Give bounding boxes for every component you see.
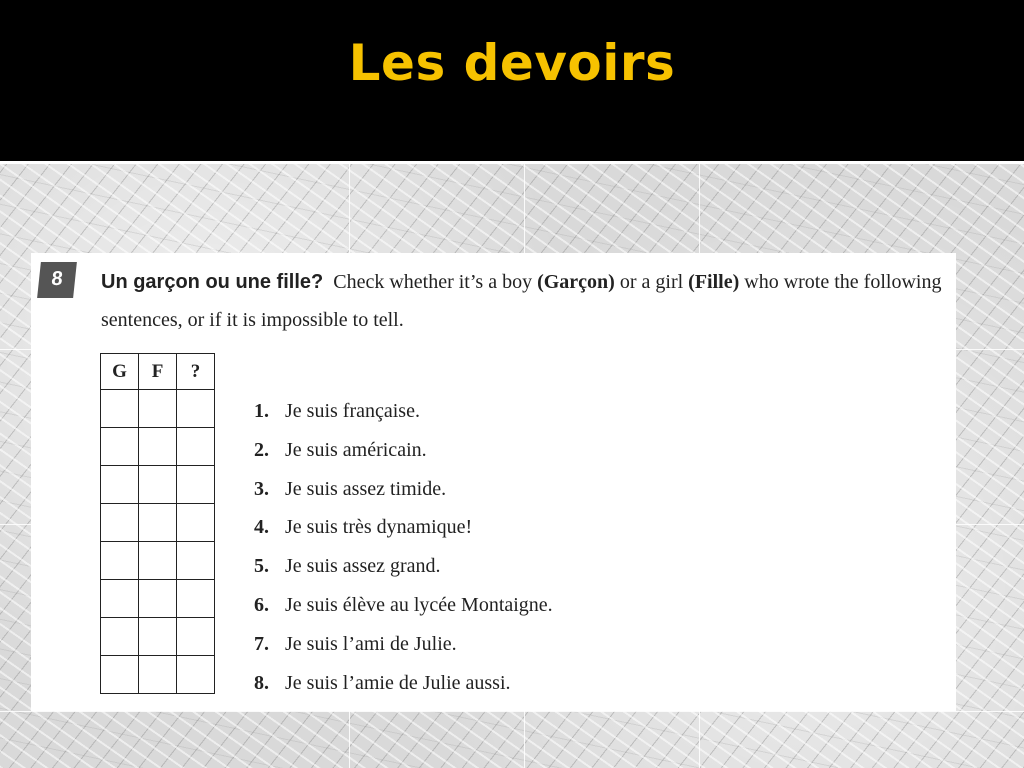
sentence-item [254,431,553,470]
column-header-unknown: ? [177,354,215,390]
column-header-fille: F [139,354,177,390]
exercise-instructions [101,263,951,339]
answer-cell-garcon[interactable] [101,542,139,580]
sentence-item [254,470,553,509]
slide-header [0,0,1024,160]
sentence-number: 2. [254,438,269,461]
answer-cell-garcon[interactable] [101,618,139,656]
sentence-text: Je suis l’ami de Julie. [285,632,457,655]
answer-cell-garcon[interactable] [101,390,139,428]
answer-cell-unknown[interactable] [177,618,215,656]
answer-row [101,656,215,694]
sentence-number: 8. [254,671,269,694]
answer-cell-garcon[interactable] [101,466,139,504]
answer-cell-unknown[interactable] [177,390,215,428]
exercise-panel [31,253,956,711]
answer-cell-fille[interactable] [139,542,177,580]
answer-cell-garcon[interactable] [101,580,139,618]
sentence-text: Je suis très dynamique! [285,516,473,539]
answer-row [101,542,215,580]
answer-cell-unknown[interactable] [177,466,215,504]
answer-row [101,580,215,618]
answer-cell-unknown[interactable] [177,656,215,694]
answer-cell-garcon[interactable] [101,504,139,542]
answer-cell-fille[interactable] [139,618,177,656]
sentence-item [254,664,553,703]
slide-title: Les devoirs [348,34,676,92]
sentence-number: 3. [254,477,269,500]
sentence-number: 4. [254,516,269,539]
answer-cell-fille[interactable] [139,466,177,504]
answer-cell-unknown[interactable] [177,580,215,618]
tile-seam [0,711,1024,712]
sentence-item [254,392,553,431]
sentence-item [254,586,553,625]
sentence-number: 5. [254,555,269,578]
sentence-item [254,547,553,586]
answer-cell-unknown[interactable] [177,504,215,542]
sentence-item [254,508,553,547]
answer-cell-fille[interactable] [139,390,177,428]
exercise-number-badge: 8 [37,262,77,298]
sentence-text: Je suis assez timide. [285,477,447,500]
instruction-text: Check whether it’s a boy [333,271,538,293]
answer-row [101,504,215,542]
answer-cell-fille[interactable] [139,504,177,542]
sentence-text: Je suis élève au lycée Montaigne. [285,593,553,616]
answer-cell-fille[interactable] [139,580,177,618]
answer-row [101,618,215,656]
instruction-text: who wrote the following sentences, or if it is impossible to tell. [101,271,942,331]
exercise-heading: Un garçon ou une fille? [101,271,324,293]
sentence-text: Je suis française. [285,400,420,422]
answer-cell-fille[interactable] [139,428,177,466]
sentence-list [254,392,553,702]
sentence-number: 6. [254,593,269,616]
answer-cell-unknown[interactable] [177,428,215,466]
answer-row [101,428,215,466]
answer-grid-header [101,354,215,390]
answer-row [101,466,215,504]
sentence-number: 7. [254,632,269,655]
sentence-number: 1. [254,400,269,422]
answer-cell-garcon[interactable] [101,428,139,466]
sentence-text: Je suis l’amie de Julie aussi. [285,671,511,694]
answer-cell-fille[interactable] [139,656,177,694]
answer-grid [100,353,215,694]
instruction-text: or a girl [614,271,689,293]
answer-row [101,390,215,428]
answer-cell-unknown[interactable] [177,542,215,580]
sentence-text: Je suis américain. [285,438,427,461]
girl-term: (Fille) [688,271,740,293]
boy-term: (Garçon) [537,271,615,293]
sentence-text: Je suis assez grand. [285,555,441,578]
sentence-item [254,625,553,664]
column-header-garcon: G [101,354,139,390]
answer-cell-garcon[interactable] [101,656,139,694]
